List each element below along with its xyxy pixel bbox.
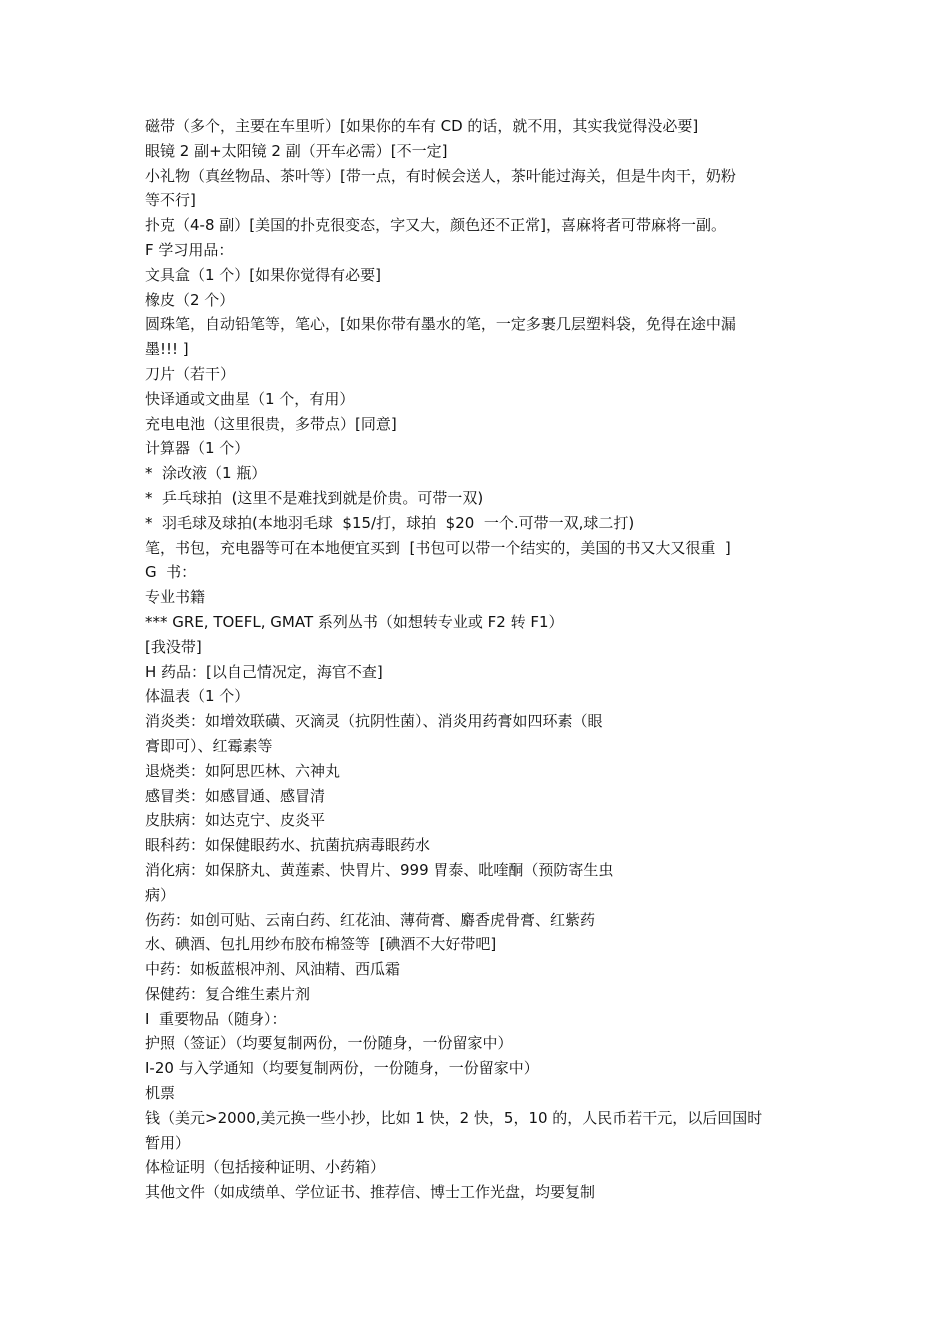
text-line: 眼镜 2 副+太阳镜 2 副（开车必需）[不一定] bbox=[145, 141, 448, 160]
text-line: 中药：如板蓝根冲剂、风油精、西瓜霜 bbox=[145, 960, 401, 979]
text-line: *** GRE, TOEFL, GMAT 系列丛书（如想转专业或 F2 转 F1） bbox=[145, 612, 564, 631]
text-line: 消化病：如保脐丸、黄莲素、快胃片、999 胃泰、吡喹酮（预防寄生虫 bbox=[145, 860, 614, 879]
document-body bbox=[145, 114, 817, 1205]
text-line: I-20 与入学通知（均要复制两份，一份随身，一份留家中） bbox=[145, 1059, 539, 1078]
text-line: 橡皮（2 个） bbox=[145, 290, 235, 309]
text-line: 感冒类：如感冒通、感冒清 bbox=[145, 786, 326, 805]
text-line: 钱（美元>2000,美元换一些小抄，比如 1 快，2 快，5，10 的，人民币若干元，以后回国时 bbox=[145, 1108, 763, 1127]
text-line: 退烧类：如阿思匹林、六神丸 bbox=[145, 761, 341, 780]
text-line: 体检证明（包括接种证明、小药箱） bbox=[145, 1158, 386, 1177]
text-line: I 重要物品（随身）： bbox=[145, 1009, 287, 1028]
text-line: 机票 bbox=[145, 1084, 176, 1103]
text-line: 计算器（1 个） bbox=[145, 439, 250, 458]
text-line: 暂用） bbox=[145, 1133, 191, 1152]
text-line: 磁带（多个，主要在车里听）[如果你的车有 CD 的话，就不用，其实我觉得没必要] bbox=[145, 117, 699, 135]
text-line: 专业书籍 bbox=[145, 588, 206, 607]
text-line: * 羽毛球及球拍(本地羽毛球 $15/打，球拍 $20 一个.可带一双,球二打) bbox=[145, 513, 635, 532]
text-line: F 学习用品： bbox=[145, 240, 234, 259]
text-line: 充电电池（这里很贵，多带点）[同意] bbox=[145, 414, 397, 433]
text-line: 皮肤病：如达克宁、皮炎平 bbox=[145, 811, 326, 830]
text-line: 保健药：复合维生素片剂 bbox=[145, 984, 311, 1003]
text-line: 膏即可）、红霉素等 bbox=[145, 736, 273, 755]
text-line: 消炎类：如增效联磺、灭滴灵（抗阴性菌）、消炎用药膏如四环素（眼 bbox=[145, 712, 603, 731]
text-line: 体温表（1 个） bbox=[145, 687, 250, 706]
text-line: 其他文件（如成绩单、学位证书、推荐信、博士工作光盘，均要复制 bbox=[145, 1183, 596, 1202]
text-line: H 药品：[以自己情况定，海官不查] bbox=[145, 662, 383, 681]
text-line: 快译通或文曲星（1 个，有用） bbox=[145, 389, 355, 408]
text-line: 墨!!! ] bbox=[145, 340, 189, 359]
text-line: 伤药：如创可贴、云南白药、红花油、薄荷膏、麝香虎骨膏、红紫药 bbox=[145, 910, 596, 929]
text-line: 水、碘酒、包扎用纱布胶布棉签等 [碘酒不大好带吧] bbox=[145, 935, 497, 954]
text-line: 护照（签证）（均要复制两份，一份随身，一份留家中） bbox=[145, 1034, 513, 1053]
text-line: 笔，书包，充电器等可在本地便宜买到 [书包可以带一个结实的，美国的书又大又很重 ] bbox=[145, 538, 731, 557]
text-line: 眼科药：如保健眼药水、抗菌抗病毒眼药水 bbox=[145, 836, 431, 855]
text-line: [我没带] bbox=[145, 637, 202, 656]
text-line: 病） bbox=[145, 885, 176, 904]
text-line: 刀片（若干） bbox=[145, 364, 236, 383]
text-line: * 乒乓球拍 (这里不是难找到就是价贵。可带一双) bbox=[145, 488, 484, 507]
text-line: 扑克（4-8 副）[美国的扑克很变态，字又大，颜色还不正常]，喜麻将者可带麻将一副。 bbox=[145, 216, 726, 235]
text-line: 文具盒（1 个）[如果你觉得有必要] bbox=[145, 265, 382, 284]
text-line: 圆珠笔，自动铅笔等，笔心，[如果你带有墨水的笔，一定多裹几层塑料袋，免得在途中漏 bbox=[145, 315, 736, 334]
text-line: G 书： bbox=[145, 563, 197, 582]
text-line: * 涂改液（1 瓶） bbox=[145, 464, 267, 483]
text-line: 等不行] bbox=[145, 191, 196, 210]
text-line: 小礼物（真丝物品、茶叶等）[带一点，有时候会送人，茶叶能过海关，但是牛肉干，奶粉 bbox=[145, 166, 736, 185]
